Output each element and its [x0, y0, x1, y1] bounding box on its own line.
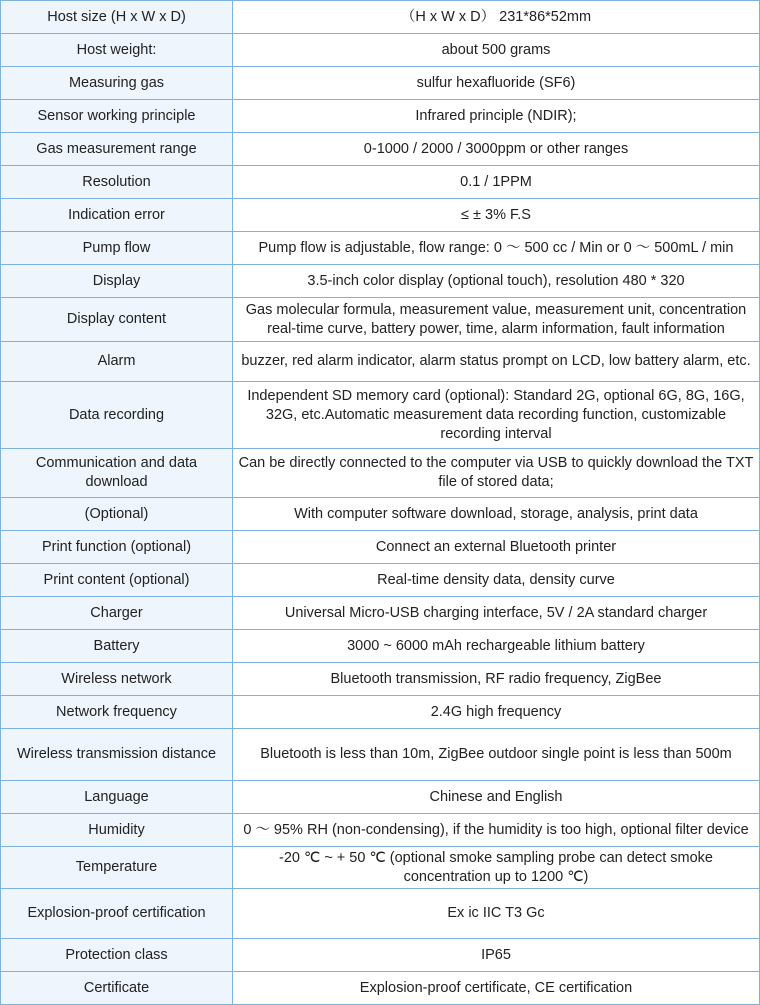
table-row — [1, 939, 760, 972]
table-row — [1, 199, 760, 232]
row-value: 3.5-inch color display (optional touch), resolution 480 * 320 — [233, 265, 760, 298]
row-label: Protection class — [1, 939, 233, 972]
row-label: Host weight: — [1, 34, 233, 67]
table-row — [1, 531, 760, 564]
row-label: Sensor working principle — [1, 100, 233, 133]
table-row — [1, 597, 760, 630]
row-label: Resolution — [1, 166, 233, 199]
table-row — [1, 34, 760, 67]
table-row — [1, 298, 760, 342]
row-value: 3000 ~ 6000 mAh rechargeable lithium battery — [233, 630, 760, 663]
row-value: Chinese and English — [233, 781, 760, 814]
row-label: Wireless network — [1, 663, 233, 696]
table-row — [1, 696, 760, 729]
row-value: 0 ～ 95% RH (non-condensing), if the humidity is too high, optional filter device — [233, 814, 760, 847]
table-row — [1, 630, 760, 663]
table-row — [1, 1, 760, 34]
table-row — [1, 972, 760, 1005]
row-value: Infrared principle (NDIR); — [233, 100, 760, 133]
row-label: Network frequency — [1, 696, 233, 729]
row-value: IP65 — [233, 939, 760, 972]
table-row — [1, 265, 760, 298]
table-row — [1, 67, 760, 100]
row-value: （H x W x D） 231*86*52mm — [233, 1, 760, 34]
row-label: Explosion-proof certification — [1, 889, 233, 939]
row-value: ≤ ± 3% F.S — [233, 199, 760, 232]
row-value: With computer software download, storage, analysis, print data — [233, 498, 760, 531]
row-value: Ex ic IIC T3 Gc — [233, 889, 760, 939]
row-label: Wireless transmission distance — [1, 729, 233, 781]
row-value: Universal Micro-USB charging interface, 5V / 2A standard charger — [233, 597, 760, 630]
table-row — [1, 100, 760, 133]
table-row — [1, 342, 760, 382]
row-value: Connect an external Bluetooth printer — [233, 531, 760, 564]
row-label: Certificate — [1, 972, 233, 1005]
table-row — [1, 564, 760, 597]
table-row — [1, 133, 760, 166]
row-label: Data recording — [1, 382, 233, 449]
table-row — [1, 449, 760, 498]
table-row — [1, 232, 760, 265]
row-value: 0-1000 / 2000 / 3000ppm or other ranges — [233, 133, 760, 166]
row-value: about 500 grams — [233, 34, 760, 67]
row-value: Independent SD memory card (optional): Standard 2G, optional 6G, 8G, 16G, 32G, etc.Automatic measurement data recording function, customizable recording interval — [233, 382, 760, 449]
row-value: Explosion-proof certificate, CE certification — [233, 972, 760, 1005]
row-label: Alarm — [1, 342, 233, 382]
table-row — [1, 847, 760, 889]
row-label: Display — [1, 265, 233, 298]
table-row — [1, 781, 760, 814]
table-row — [1, 166, 760, 199]
table-row — [1, 889, 760, 939]
row-value: Bluetooth is less than 10m, ZigBee outdoor single point is less than 500m — [233, 729, 760, 781]
row-label: Pump flow — [1, 232, 233, 265]
row-value: 2.4G high frequency — [233, 696, 760, 729]
row-value: sulfur hexafluoride (SF6) — [233, 67, 760, 100]
table-row — [1, 498, 760, 531]
row-value: Pump flow is adjustable, flow range: 0 ～ 500 cc / Min or 0 ～ 500mL / min — [233, 232, 760, 265]
row-label: Humidity — [1, 814, 233, 847]
table-row — [1, 382, 760, 449]
row-label: Communication and data download — [1, 449, 233, 498]
row-label: Language — [1, 781, 233, 814]
row-label: Indication error — [1, 199, 233, 232]
row-label: Print content (optional) — [1, 564, 233, 597]
row-label: (Optional) — [1, 498, 233, 531]
row-label: Print function (optional) — [1, 531, 233, 564]
table-row — [1, 729, 760, 781]
row-label: Battery — [1, 630, 233, 663]
row-value: buzzer, red alarm indicator, alarm status prompt on LCD, low battery alarm, etc. — [233, 342, 760, 382]
row-value: Gas molecular formula, measurement value, measurement unit, concentration real-time curve, battery power, time, alarm information, fault information — [233, 298, 760, 342]
row-label: Temperature — [1, 847, 233, 889]
row-value: -20 ℃ ~ + 50 ℃ (optional smoke sampling probe can detect smoke concentration up to 1200 ℃) — [233, 847, 760, 889]
row-value: 0.1 / 1PPM — [233, 166, 760, 199]
row-label: Measuring gas — [1, 67, 233, 100]
row-value: Real-time density data, density curve — [233, 564, 760, 597]
table-row — [1, 663, 760, 696]
row-label: Host size (H x W x D) — [1, 1, 233, 34]
row-label: Gas measurement range — [1, 133, 233, 166]
row-label: Display content — [1, 298, 233, 342]
table-row — [1, 814, 760, 847]
row-value: Bluetooth transmission, RF radio frequency, ZigBee — [233, 663, 760, 696]
row-value: Can be directly connected to the computer via USB to quickly download the TXT file of stored data; — [233, 449, 760, 498]
row-label: Charger — [1, 597, 233, 630]
